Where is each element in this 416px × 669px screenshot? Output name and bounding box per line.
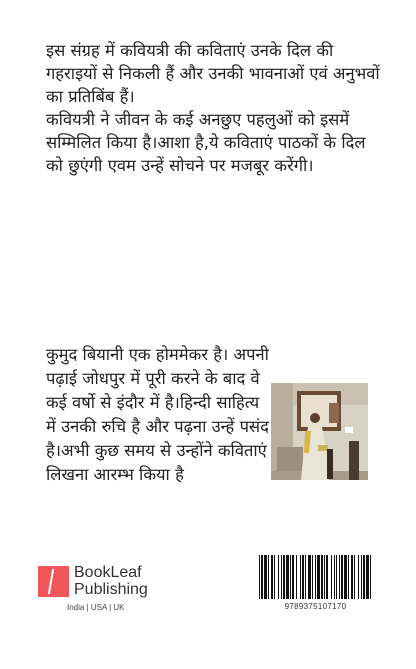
publisher-regions: India | USA | UK (67, 603, 125, 612)
publisher-logo (38, 566, 178, 616)
back-cover-blurb (46, 39, 382, 177)
blurb-paragraph-1: इस संग्रह में कवियत्री की कविताएं उनके दिल की गहराइयों से निकली हैं और उनकी भावनाओं एवं अनुभवों का प्रतिबिंब हैं। (46, 41, 380, 106)
isbn-number: 9789375107170 (284, 602, 347, 611)
author-bio-text: कुमुद बियानी एक होममेकर है। अपनी पढ़ाई जोधपुर में पूरी करने के बाद वे कई वर्षो से इंदौर में है।हिन्दी साहित्य में उनकी रुचि है और पढ़ना उन्हें पसंद है।अभी कुछ समय से उन्होंने कविताएं लिखना आरम्भ किया है (46, 345, 269, 484)
author-bio (46, 343, 274, 487)
publisher-name-line-1: BookLeaf (74, 564, 142, 581)
blurb-paragraph-2: कवियत्री ने जीवन के कई अनछुए पहलुओं को इसमें सम्मिलित किया है।आशा है,ये कविताएं पाठकों के दिल को छुएंगी एवम उन्हें सोचने पर मजबूर करेंगी। (46, 110, 366, 175)
author-photo (271, 383, 368, 480)
publisher-name-line-2: Publishing (74, 581, 148, 598)
bookleaf-logo-icon (38, 566, 69, 597)
isbn-barcode (259, 555, 372, 607)
